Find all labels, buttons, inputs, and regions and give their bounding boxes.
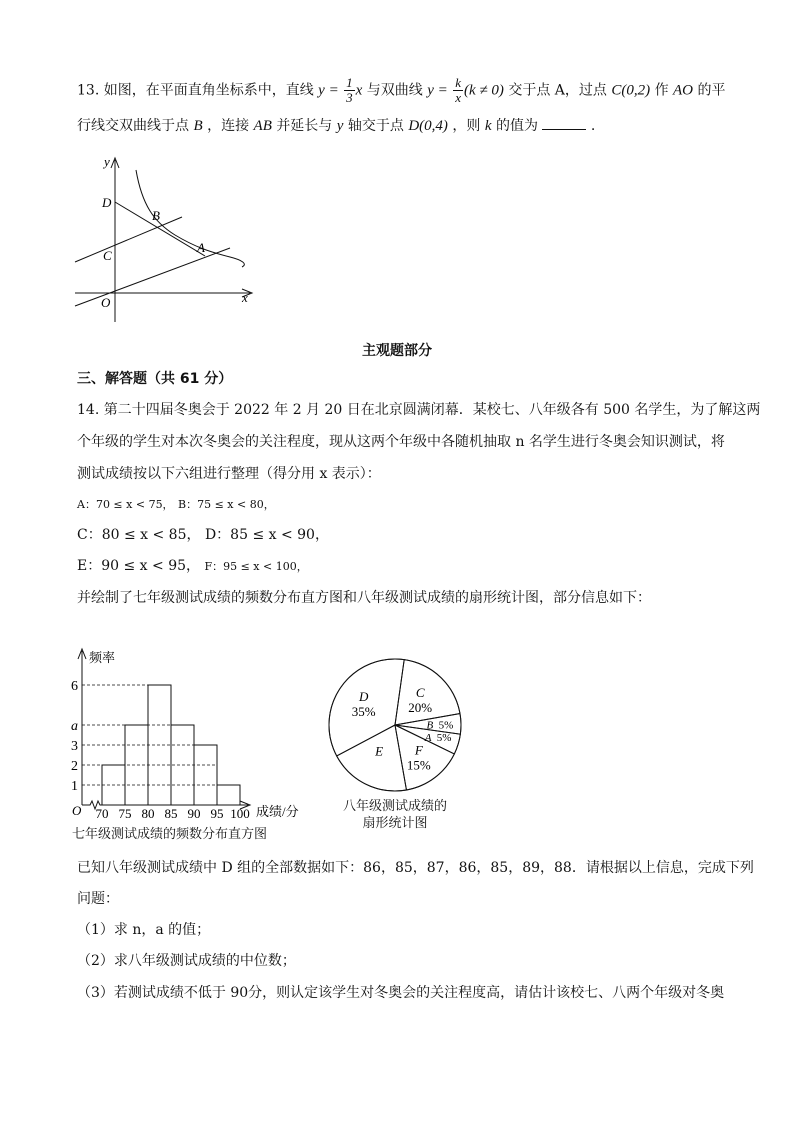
q13-coordinate-graph — [70, 150, 260, 330]
group-f: F：95 ≤ x < 100， — [204, 560, 308, 573]
label-d: D — [102, 195, 112, 210]
q13-hyper-fraction: $\frac{k}{x}$ — [455, 75, 461, 105]
q13-line2-e: ，则 — [452, 118, 481, 134]
q14-paragraph-2: 个年级的学生对本次冬奥会的关注程度，现从这两个年级中各随机抽取 n 名学生进行冬奥会知识测试，将 — [77, 434, 725, 450]
q13-kvar: k — [484, 118, 492, 134]
q13-point-b: B — [193, 118, 203, 134]
q13-yvar: y — [336, 118, 344, 134]
group-d: D：85 ≤ x < 90， — [204, 527, 329, 543]
label-o: O — [101, 295, 111, 310]
q13-text-a: 如图，在平面直角坐标系中，直线 — [103, 82, 314, 99]
hist-y-tick-label: 1 — [71, 779, 78, 794]
q14-paragraph-1: 14. 第二十四届冬奥会于 2022 年 2 月 20 日在北京圆满闭幕．某校七、八年级各有 500 名学生，为了解这两 — [77, 402, 761, 418]
label-b: B — [152, 208, 160, 223]
pie-percent-d: 35% — [351, 704, 376, 720]
hist-x-label: 成绩/分 — [256, 804, 299, 819]
pie-label-f: F — [414, 742, 423, 758]
q14-paragraph-4: 并绘制了七年级测试成绩的频数分布直方图和八年级测试成绩的扇形统计图，部分信息如下： — [77, 590, 651, 606]
answer-blank[interactable] — [542, 115, 586, 130]
q13-line-eq-var: x — [355, 82, 363, 99]
grade7-histogram — [65, 645, 325, 820]
hist-y-label: 频率 — [89, 650, 116, 665]
label-a: A — [197, 240, 205, 255]
hist-y-tick-label: a — [71, 719, 78, 734]
hist-x-tick-label: 90 — [187, 806, 201, 820]
pie-label-d: D — [358, 689, 369, 705]
q13-line2-b: ，连接 — [207, 118, 250, 134]
hist-x-tick-label: 85 — [164, 806, 178, 820]
q13-hyper-cond: (k ≠ 0) — [464, 82, 504, 99]
pie-caption — [330, 798, 460, 832]
q13-line-eq-lhs: y = — [318, 82, 339, 99]
group-b: B：75 ≤ x < 80， — [178, 498, 275, 511]
hist-y-tick-label: 3 — [71, 739, 78, 754]
hist-x-tick-label: 100 — [230, 806, 250, 820]
hist-x-tick-label: 75 — [118, 806, 132, 820]
q14-paragraph-5: 已知八年级测试成绩中 D 组的全部数据如下：86，85，87，86，85，89，88．请根据以上信息，完成下列 — [77, 860, 754, 876]
hist-y-tick-label: 2 — [71, 759, 78, 774]
group-a: A：70 ≤ x < 75， — [77, 498, 174, 511]
q13-line2 — [77, 115, 595, 136]
pie-percent-b: 5% — [438, 719, 454, 732]
q14-paragraph-6: 问题： — [77, 891, 119, 907]
q13-line2-end: . — [590, 118, 596, 134]
section-3-title: 三、解答题（共 61 分） — [77, 371, 233, 387]
group-c: C：80 ≤ x < 85， — [77, 527, 201, 543]
hist-origin: O — [72, 803, 82, 818]
line-da — [115, 202, 205, 256]
hist-bar — [217, 785, 240, 805]
pie-label-c: C — [415, 684, 425, 700]
pie-label-b: B — [426, 719, 434, 732]
line-cb — [75, 217, 182, 262]
q13-line2-d: 轴交于点 — [347, 118, 404, 134]
q13-text-d: 作 — [654, 82, 669, 99]
pie-percent-c: 20% — [408, 699, 433, 715]
hist-y-tick-label: 6 — [71, 679, 78, 694]
group-e: E：90 ≤ x < 95， — [77, 558, 201, 574]
grade8-pie-chart — [320, 650, 470, 800]
hist-x-tick-label: 95 — [210, 806, 224, 820]
q13-line2-a: 行线交双曲线于点 — [77, 118, 189, 134]
hist-x-tick-label: 80 — [141, 806, 155, 820]
pie-percent-f: 15% — [406, 757, 431, 773]
q13-point-c: C(0,2) — [611, 82, 651, 99]
subjective-heading: 主观题部分 — [362, 343, 432, 359]
q13-seg-ao: AO — [673, 82, 694, 99]
pie-percent-a: 5% — [436, 731, 452, 744]
q14-groups-ab — [77, 494, 275, 515]
q13-seg-ab: AB — [253, 118, 272, 134]
pie-label-e: E — [375, 743, 384, 759]
q14-groups-ef — [77, 556, 308, 577]
q13-line1 — [77, 76, 725, 105]
label-y: y — [104, 154, 110, 169]
histogram-caption: 七年级测试成绩的频数分布直方图 — [72, 827, 268, 842]
hist-bar — [194, 745, 217, 805]
pie-caption-line2: 扇形统计图 — [362, 816, 428, 831]
pie-caption-line1: 八年级测试成绩的 — [342, 799, 447, 814]
line-oa — [75, 248, 230, 306]
q14-question-1: （1）求 n，a 的值； — [77, 922, 211, 938]
hist-x-tick-label: 70 — [95, 806, 109, 820]
q14-question-2: （2）求八年级测试成绩的中位数； — [77, 953, 296, 969]
label-c: C — [103, 248, 112, 263]
q13-hyper-lhs: y = — [427, 82, 448, 99]
q14-groups-cd — [77, 525, 329, 545]
q14-question-3: （3）若测试成绩不低于 90分，则认定该学生对冬奥会的关注程度高，请估计该校七、八两个年级对冬奥 — [77, 985, 725, 1001]
q13-text-c: 交于点 A，过点 — [508, 82, 607, 99]
q14-paragraph-3: 测试成绩按以下六组进行整理（得分用 x 表示）： — [77, 466, 381, 482]
q13-line2-f: 的值为 — [495, 118, 538, 134]
q13-point-d: D(0,4) — [408, 118, 448, 134]
q13-number: 13. — [77, 82, 100, 99]
q13-text-e: 的平 — [697, 82, 726, 99]
pie-label-a: A — [424, 731, 432, 744]
q13-text-b: 与双曲线 — [366, 82, 423, 99]
q13-line2-c: 并延长与 — [276, 118, 333, 134]
q13-line-eq-fraction: $\frac{1}{3}$ — [346, 75, 353, 105]
label-x: x — [242, 290, 248, 305]
